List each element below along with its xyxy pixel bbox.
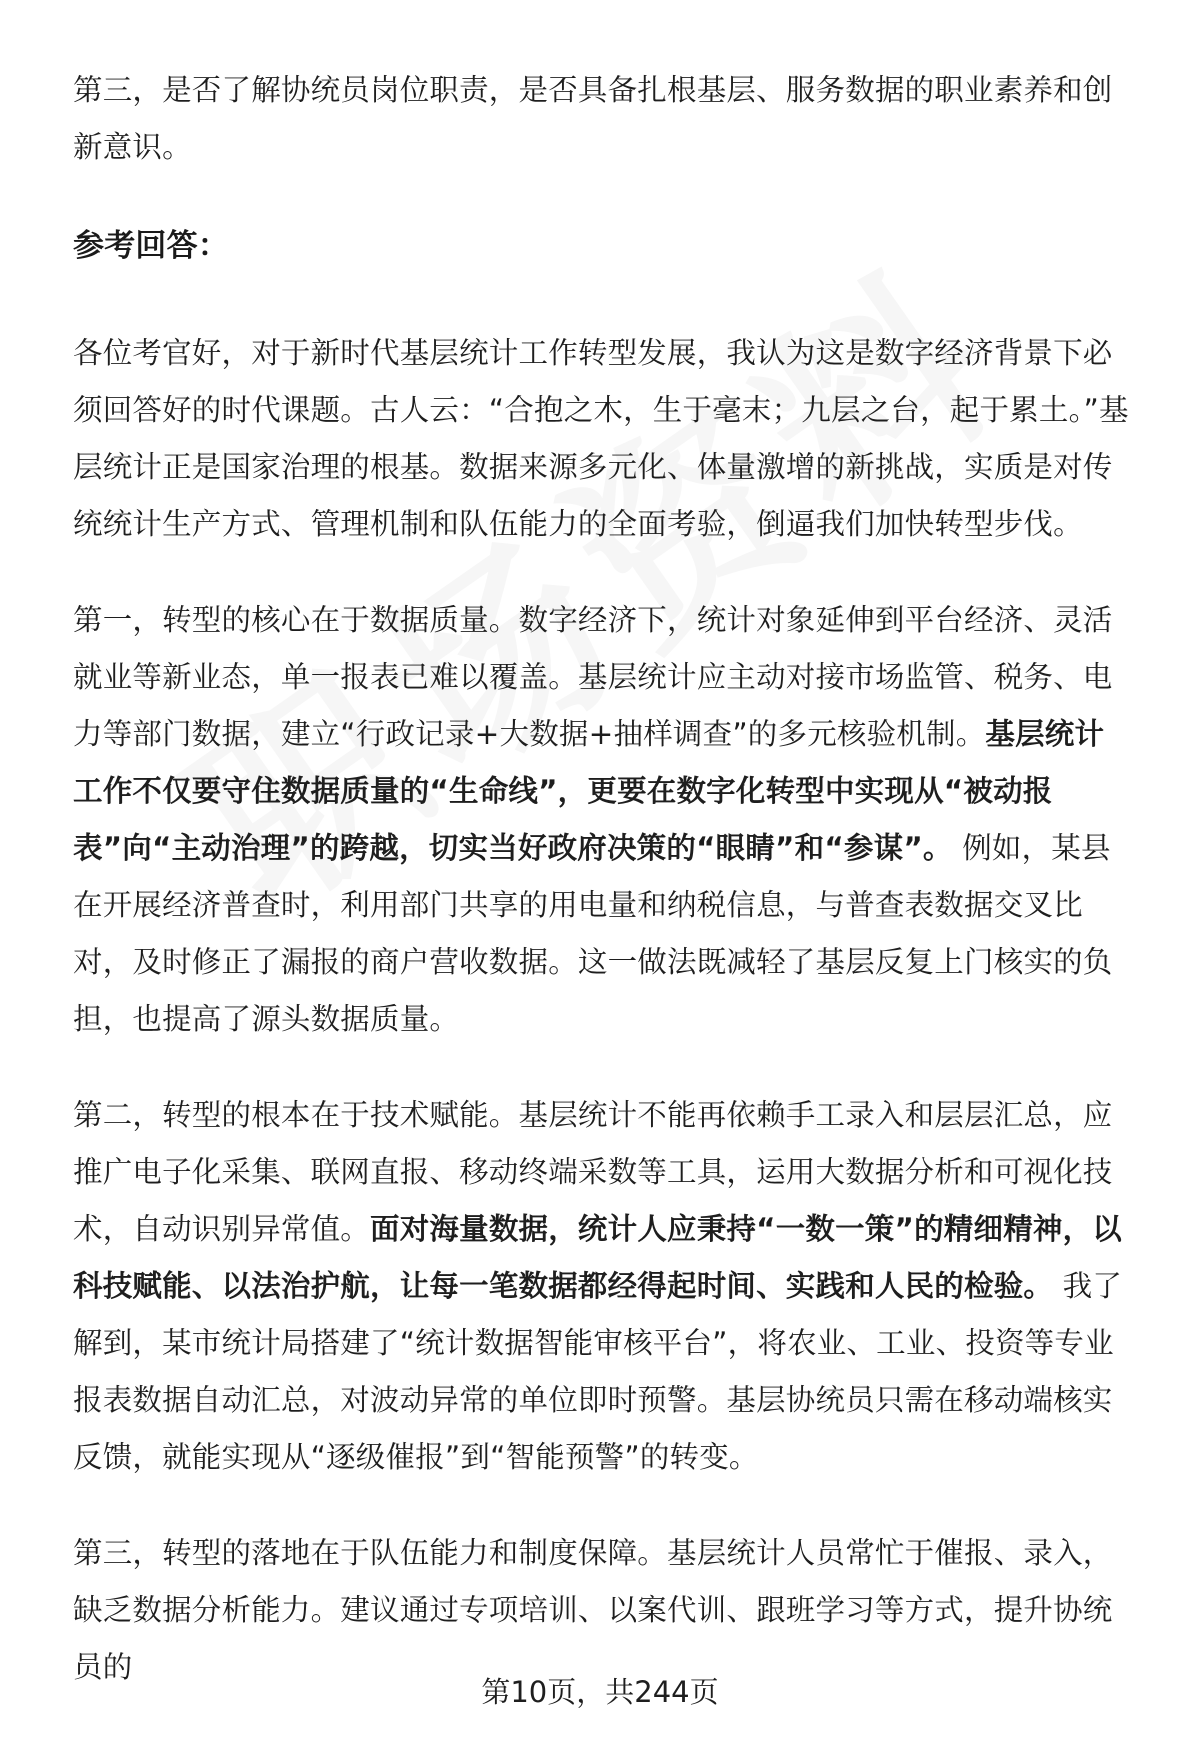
answer-paragraph-1 [73,325,1133,553]
intro-paragraph: 第三，是否了解协统员岗位职责，是否具备扎根基层、服务数据的职业素养和创新意识。 [73,73,1113,164]
paragraph-emphasis: 面对海量数据，统计人应秉持“一数一策”的精细精神，以科技赋能、以法治护航，让每一笔数据都经得起时间、实践和人民的检验。 [73,1212,1122,1303]
answer-paragraph-3 [73,1087,1133,1486]
answer-paragraph-4 [73,1525,1133,1696]
paragraph-text: 我了解到，某市统计局搭建了“统计数据智能审核平台”，将农业、工业、投资等专业报表数据自动汇总，对波动异常的单位即时预警。基层协统员只需在移动端核实反馈，就能实现从“逐级催报”到“智能预警”的转变。 [73,1269,1123,1474]
paragraph-text: 第一，转型的核心在于数据质量。数字经济下，统计对象延伸到平台经济、灵活就业等新业态，单一报表已难以覆盖。基层统计应主动对接市场监管、税务、电力等部门数据，建立“行政记录+大数据+抽样调查”的多元核验机制。 [73,603,1113,751]
page-number-footer: 第10页，共244页 [481,1675,719,1709]
paragraph-text: 各位考官好，对于新时代基层统计工作转型发展，我认为这是数字经济背景下必须回答好的时代课题。古人云：“合抱之木，生于毫末；九层之台，起于累土。”基层统计正是国家治理的根基。数据来源多元化、体量激增的新挑战，实质是对传统统计生产方式、管理机制和队伍能力的全面考验，倒逼我们加快转型步伐。 [73,336,1129,541]
answer-paragraph-2 [73,592,1133,1048]
paragraph-emphasis: 基层统计工作不仅要守住数据质量的“生命线”，更要在数字化转型中实现从“被动报表”向“主动治理”的跨越，切实当好政府决策的“眼睛”和“参谋”。 [73,717,1105,865]
page-content [73,62,1133,1735]
paragraph-text: 例如，某县在开展经济普查时，利用部门共享的用电量和纳税信息，与普查表数据交叉比对，及时修正了漏报的商户营收数据。这一做法既减轻了基层反复上门核实的负担，也提高了源头数据质量。 [73,831,1113,1036]
section-heading: 参考回答： [73,228,229,264]
paragraph-text: 第二，转型的根本在于技术赋能。基层统计不能再依赖手工录入和层层汇总，应推广电子化采集、联网直报、移动终端采数等工具，运用大数据分析和可视化技术，自动识别异常值。 [73,1098,1113,1246]
paragraph-text: 第三，转型的落地在于队伍能力和制度保障。基层统计人员常忙于催报、录入，缺乏数据分析能力。建议通过专项培训、以案代训、跟班学习等方式，提升协统员的 [73,1536,1113,1684]
